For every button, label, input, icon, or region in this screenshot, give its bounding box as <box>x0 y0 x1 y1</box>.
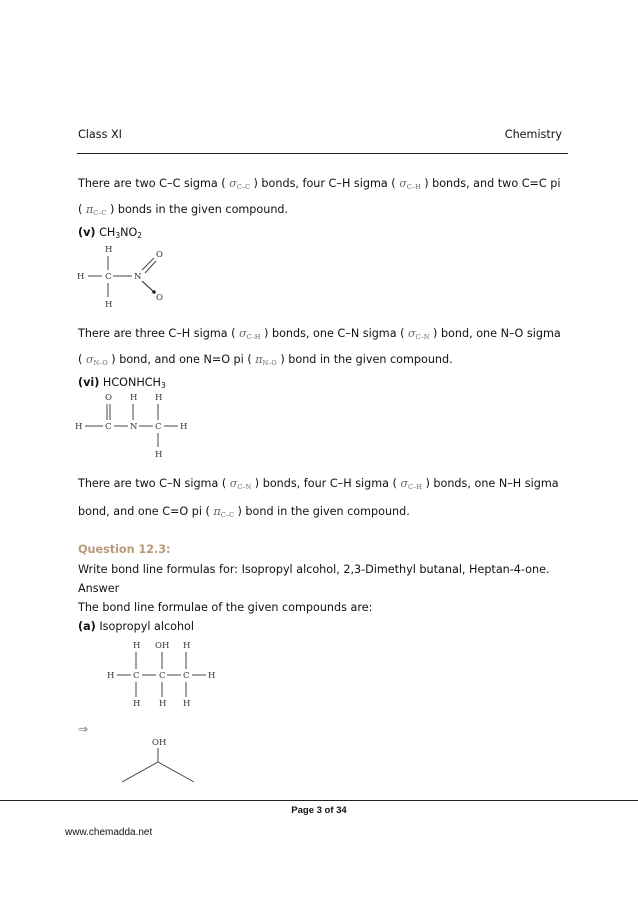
atom-n: N <box>130 422 138 432</box>
atom-o-bottom: O <box>156 293 163 303</box>
paragraph-2-line-1: There are three C–H sigma ( $\sigma_{C-H}$ ) bonds, one C–N sigma ( $\sigma_{C-N}$ ) bond, one N–O sigma <box>78 327 561 341</box>
atom-c-2: C <box>159 671 166 681</box>
isopropyl-alcohol-structure <box>104 636 234 710</box>
atom-h-bottom: H <box>105 300 113 310</box>
sigma-ch-symbol: $\sigma_{C-H}$ <box>400 477 422 491</box>
answer-label: Answer <box>78 582 120 595</box>
atom-h-bottom-2: H <box>159 699 167 709</box>
footer-rule <box>0 800 638 801</box>
sigma-ch-symbol: $\sigma_{C-H}$ <box>239 327 261 341</box>
paragraph-1-line-1: There are two C–C sigma ( $\sigma_{C-C}$ ) bonds, four C–H sigma ( $\sigma_{C-H}$ ) bonds, and two C=C pi <box>78 177 561 191</box>
question-text: Write bond line formulas for: Isopropyl alcohol, 2,3-Dimethyl butanal, Heptan-4-one. <box>78 563 550 576</box>
nitromethane-structure <box>72 240 172 315</box>
atom-h-bottom-3: H <box>183 699 191 709</box>
atom-h-right: H <box>208 671 216 681</box>
paragraph-2-line-2: ( $\sigma_{N-O}$ ) bond, and one N=O pi ( $\pi_{N-O}$ ) bond in the given compound. <box>78 353 453 367</box>
atom-h-top: H <box>155 393 163 403</box>
site-url[interactable]: www.chemadda.net <box>65 827 153 838</box>
atom-h-left: H <box>77 272 85 282</box>
question-title: Question 12.3: <box>78 543 171 556</box>
atom-h-top: H <box>105 245 113 255</box>
atom-c-carbonyl: C <box>105 422 112 432</box>
atom-o: O <box>105 393 112 403</box>
section-vi-heading: (vi) $HCONHCH_3$ <box>78 376 166 390</box>
pi-cc-symbol: $\pi_{C-C}$ <box>85 203 107 217</box>
implies-arrow: ⇒ <box>78 722 89 736</box>
sigma-cn-symbol: $\sigma_{C-N}$ <box>408 327 430 341</box>
header-left: Class XI <box>78 128 122 141</box>
atom-h-top-1: H <box>133 641 141 651</box>
page-number: Page 3 of 34 <box>291 805 347 816</box>
pi-no-symbol: $\pi_{N-O}$ <box>255 353 277 367</box>
answer-intro: The bond line formulae of the given compounds are: <box>78 601 373 614</box>
atom-oh: OH <box>155 641 170 651</box>
section-v-heading: (v) $CH_3NO_2$ <box>78 226 143 240</box>
atom-h-left: H <box>107 671 115 681</box>
atom-h-right: H <box>180 422 188 432</box>
sigma-ch-symbol: $\sigma_{C-H}$ <box>399 177 421 191</box>
paragraph-1-line-2: ( $\pi_{C-C}$ ) bonds in the given compound. <box>78 203 289 217</box>
sigma-cn-symbol: $\sigma_{C-N}$ <box>229 477 252 491</box>
atom-h-top-3: H <box>183 641 191 651</box>
atom-c-3: C <box>183 671 190 681</box>
atom-oh: OH <box>152 738 167 748</box>
atom-c-methyl: C <box>155 422 162 432</box>
part-a-heading: (a) Isopropyl alcohol <box>78 620 195 633</box>
atom-h-bottom-1: H <box>133 699 141 709</box>
pi-cc-symbol: $\pi_{C-C}$ <box>213 505 234 519</box>
isopropyl-alcohol-bond-line <box>112 734 202 790</box>
paragraph-3-line-1: There are two C–N sigma ( $\sigma_{C-N}$ ) bonds, four C–H sigma ( $\sigma_{C-H}$ ) bonds, one N–H sigma <box>78 477 559 491</box>
n-methylformamide-structure <box>72 390 202 462</box>
atom-n: N <box>134 272 142 282</box>
sigma-no-symbol: $\sigma_{N-O}$ <box>85 353 108 367</box>
paragraph-3-line-2: bond, and one C=O pi ( $\pi_{C-C}$ ) bond in the given compound. <box>78 505 410 519</box>
atom-c-1: C <box>133 671 140 681</box>
sigma-cc-symbol: $\sigma_{C-C}$ <box>229 177 250 191</box>
atom-h-left: H <box>75 422 83 432</box>
atom-h-nh: H <box>130 393 138 403</box>
atom-h-bottom: H <box>155 450 163 460</box>
header-right: Chemistry <box>504 128 562 141</box>
atom-c: C <box>105 272 112 282</box>
header-rule <box>77 153 568 154</box>
atom-o-top: O <box>156 250 163 260</box>
